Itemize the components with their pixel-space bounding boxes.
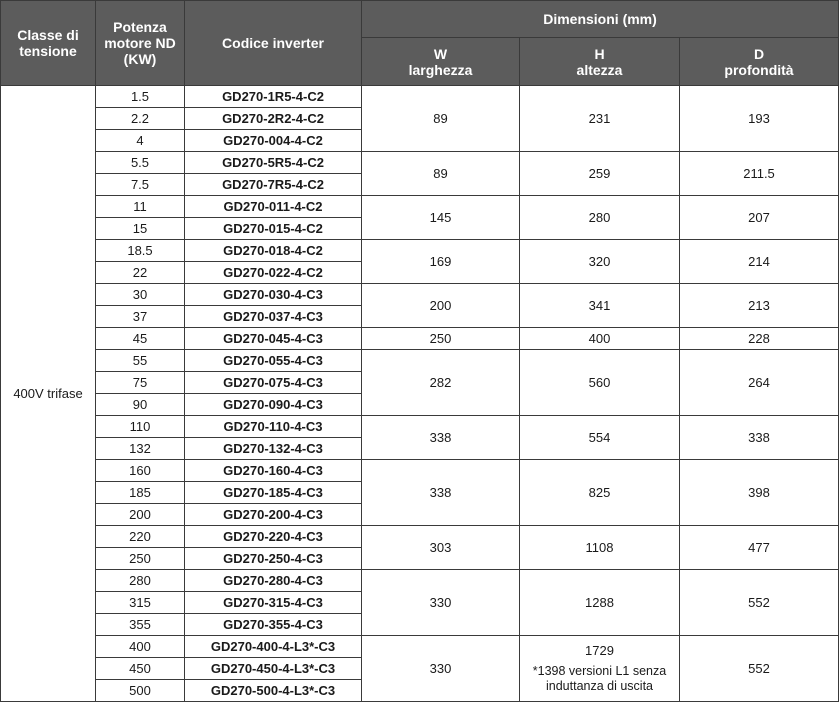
header-width-letter: W xyxy=(433,45,448,62)
power-cell: 400 xyxy=(96,636,185,658)
height-note: *1398 versioni L1 senza induttanza di uscita xyxy=(532,664,667,693)
inverter-code-cell: GD270-055-4-C3 xyxy=(185,350,362,372)
table-row xyxy=(1,570,839,592)
inverter-code-cell: GD270-018-4-C2 xyxy=(185,240,362,262)
height-cell: 1108 xyxy=(520,526,680,570)
depth-cell: 264 xyxy=(680,350,839,416)
power-cell: 37 xyxy=(96,306,185,328)
inverter-code-cell: GD270-022-4-C2 xyxy=(185,262,362,284)
depth-cell: 193 xyxy=(680,86,839,152)
voltage-class-cell: 400V trifase xyxy=(1,86,96,702)
height-cell: 280 xyxy=(520,196,680,240)
header-height-label: altezza xyxy=(576,61,623,78)
depth-cell: 398 xyxy=(680,460,839,526)
power-cell: 7.5 xyxy=(96,174,185,196)
inverter-code-cell: GD270-280-4-C3 xyxy=(185,570,362,592)
power-cell: 4 xyxy=(96,130,185,152)
height-cell: 231 xyxy=(520,86,680,152)
table-row xyxy=(1,526,839,548)
power-cell: 55 xyxy=(96,350,185,372)
height-cell: 1288 xyxy=(520,570,680,636)
depth-cell: 213 xyxy=(680,284,839,328)
width-cell: 89 xyxy=(362,152,520,196)
header-width-label: larghezza xyxy=(408,61,473,78)
power-cell: 110 xyxy=(96,416,185,438)
header-dimensions: Dimensioni (mm) xyxy=(362,1,839,38)
power-cell: 75 xyxy=(96,372,185,394)
power-cell: 22 xyxy=(96,262,185,284)
inverter-code-cell: GD270-220-4-C3 xyxy=(185,526,362,548)
inverter-code-cell: GD270-090-4-C3 xyxy=(185,394,362,416)
inverter-code-cell: GD270-250-4-C3 xyxy=(185,548,362,570)
table-row xyxy=(1,196,839,218)
table-row xyxy=(1,350,839,372)
width-cell: 89 xyxy=(362,86,520,152)
inverter-code-cell: GD270-355-4-C3 xyxy=(185,614,362,636)
inverter-code-cell: GD270-075-4-C3 xyxy=(185,372,362,394)
inverter-code-cell: GD270-7R5-4-C2 xyxy=(185,174,362,196)
power-cell: 220 xyxy=(96,526,185,548)
power-cell: 18.5 xyxy=(96,240,185,262)
header-voltage-class: Classe di tensione xyxy=(1,1,96,86)
width-cell: 338 xyxy=(362,416,520,460)
power-cell: 450 xyxy=(96,658,185,680)
header-width xyxy=(362,38,520,86)
header-motor-power: Potenza motore ND (KW) xyxy=(96,1,185,86)
power-cell: 45 xyxy=(96,328,185,350)
table-row xyxy=(1,152,839,174)
table-body xyxy=(1,86,839,702)
table-row xyxy=(1,416,839,438)
inverter-code-cell: GD270-500-4-L3*-C3 xyxy=(185,680,362,702)
width-cell: 169 xyxy=(362,240,520,284)
depth-cell: 338 xyxy=(680,416,839,460)
table-row xyxy=(1,636,839,658)
width-cell: 338 xyxy=(362,460,520,526)
inverter-code-cell: GD270-110-4-C3 xyxy=(185,416,362,438)
depth-cell: 207 xyxy=(680,196,839,240)
inverter-code-cell: GD270-004-4-C2 xyxy=(185,130,362,152)
width-cell: 145 xyxy=(362,196,520,240)
power-cell: 11 xyxy=(96,196,185,218)
depth-cell: 552 xyxy=(680,570,839,636)
power-cell: 185 xyxy=(96,482,185,504)
power-cell: 132 xyxy=(96,438,185,460)
depth-cell: 214 xyxy=(680,240,839,284)
inverter-code-cell: GD270-015-4-C2 xyxy=(185,218,362,240)
power-cell: 200 xyxy=(96,504,185,526)
inverter-code-cell: GD270-011-4-C2 xyxy=(185,196,362,218)
inverter-code-cell: GD270-200-4-C3 xyxy=(185,504,362,526)
power-cell: 1.5 xyxy=(96,86,185,108)
header-depth xyxy=(680,38,839,86)
power-cell: 160 xyxy=(96,460,185,482)
table-header xyxy=(1,1,839,86)
table-row xyxy=(1,284,839,306)
height-value: 1729 xyxy=(585,643,614,658)
inverter-code-cell: GD270-315-4-C3 xyxy=(185,592,362,614)
width-cell: 200 xyxy=(362,284,520,328)
inverter-code-cell: GD270-185-4-C3 xyxy=(185,482,362,504)
inverter-code-cell: GD270-1R5-4-C2 xyxy=(185,86,362,108)
header-height-letter: H xyxy=(594,45,605,62)
table-row xyxy=(1,328,839,350)
header-inverter-code: Codice inverter xyxy=(185,1,362,86)
width-cell: 330 xyxy=(362,570,520,636)
header-depth-letter: D xyxy=(753,45,765,62)
width-cell: 303 xyxy=(362,526,520,570)
power-cell: 280 xyxy=(96,570,185,592)
height-cell xyxy=(520,636,680,702)
header-height xyxy=(520,38,680,86)
inverter-code-cell: GD270-5R5-4-C2 xyxy=(185,152,362,174)
depth-cell: 552 xyxy=(680,636,839,702)
inverter-code-cell: GD270-2R2-4-C2 xyxy=(185,108,362,130)
height-cell: 400 xyxy=(520,328,680,350)
power-cell: 30 xyxy=(96,284,185,306)
power-cell: 315 xyxy=(96,592,185,614)
height-cell: 560 xyxy=(520,350,680,416)
inverter-code-cell: GD270-160-4-C3 xyxy=(185,460,362,482)
power-cell: 2.2 xyxy=(96,108,185,130)
depth-cell: 477 xyxy=(680,526,839,570)
power-cell: 500 xyxy=(96,680,185,702)
power-cell: 5.5 xyxy=(96,152,185,174)
width-cell: 250 xyxy=(362,328,520,350)
inverter-code-cell: GD270-037-4-C3 xyxy=(185,306,362,328)
inverter-code-cell: GD270-045-4-C3 xyxy=(185,328,362,350)
depth-cell: 211.5 xyxy=(680,152,839,196)
height-cell: 320 xyxy=(520,240,680,284)
inverter-code-cell: GD270-132-4-C3 xyxy=(185,438,362,460)
header-depth-label: profondità xyxy=(724,61,794,78)
height-cell: 554 xyxy=(520,416,680,460)
table-row xyxy=(1,240,839,262)
power-cell: 355 xyxy=(96,614,185,636)
inverter-code-cell: GD270-450-4-L3*-C3 xyxy=(185,658,362,680)
power-cell: 90 xyxy=(96,394,185,416)
power-cell: 250 xyxy=(96,548,185,570)
table-row xyxy=(1,86,839,108)
height-cell: 259 xyxy=(520,152,680,196)
width-cell: 330 xyxy=(362,636,520,702)
height-cell: 825 xyxy=(520,460,680,526)
width-cell: 282 xyxy=(362,350,520,416)
table-row xyxy=(1,460,839,482)
depth-cell: 228 xyxy=(680,328,839,350)
inverter-code-cell: GD270-030-4-C3 xyxy=(185,284,362,306)
power-cell: 15 xyxy=(96,218,185,240)
inverter-code-cell: GD270-400-4-L3*-C3 xyxy=(185,636,362,658)
height-cell: 341 xyxy=(520,284,680,328)
